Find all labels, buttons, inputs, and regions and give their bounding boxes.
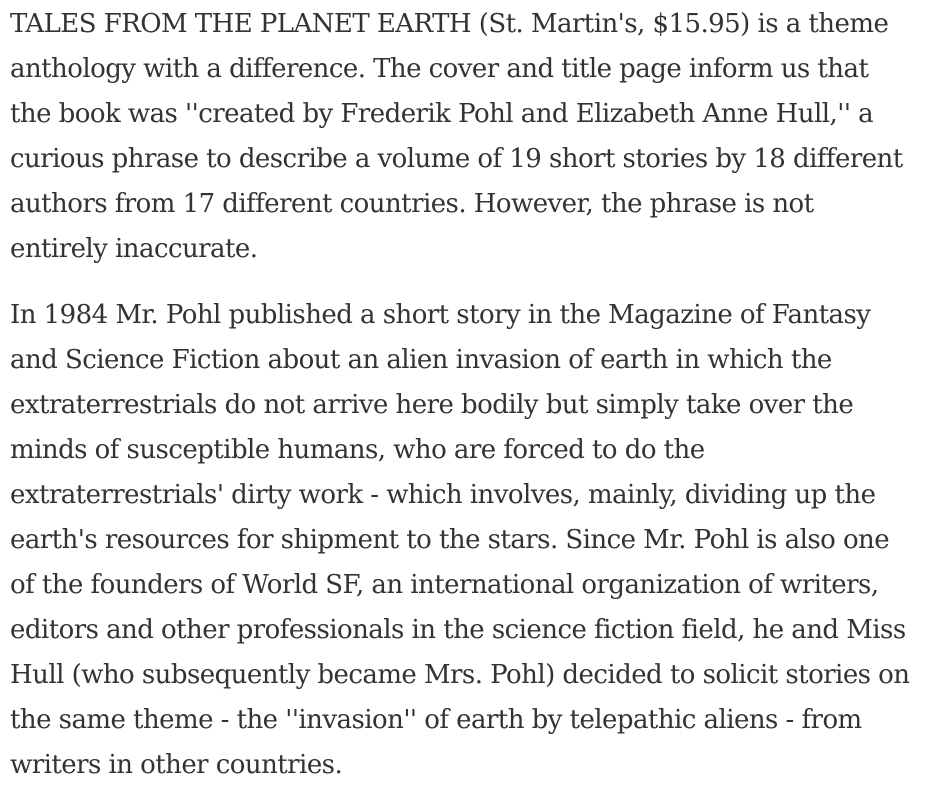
article-paragraph-1: TALES FROM THE PLANET EARTH (St. Martin's, $15.95) is a theme anthology with a difference. The cover and title page inform us that the book was ''created by Frederik Pohl and Elizabeth Anne Hull,'' a curious phrase to describe a volume of 19 short stories by 18 different authors from 17 different countries. However, the phrase is not entirely inaccurate. — [10, 9, 903, 264]
article-paragraph-2: In 1984 Mr. Pohl published a short story in the Magazine of Fantasy and Science Fiction about an alien invasion of earth in which the extraterrestrials do not arrive here bodily but simply take over the minds of susceptible humans, who are forced to do the extraterrestrials' dirty work - which involves, mainly, dividing up the earth's resources for shipment to the stars. Since Mr. Pohl is also one of the founders of World SF, an international organization of writers, editors and other professionals in the science fiction field, he and Miss Hull (who subsequently became Mrs. Pohl) decided to solicit stories on the same theme - the ''invasion'' of earth by telepathic aliens - from writers in other countries. — [10, 300, 910, 780]
article-body — [0, 2, 925, 788]
